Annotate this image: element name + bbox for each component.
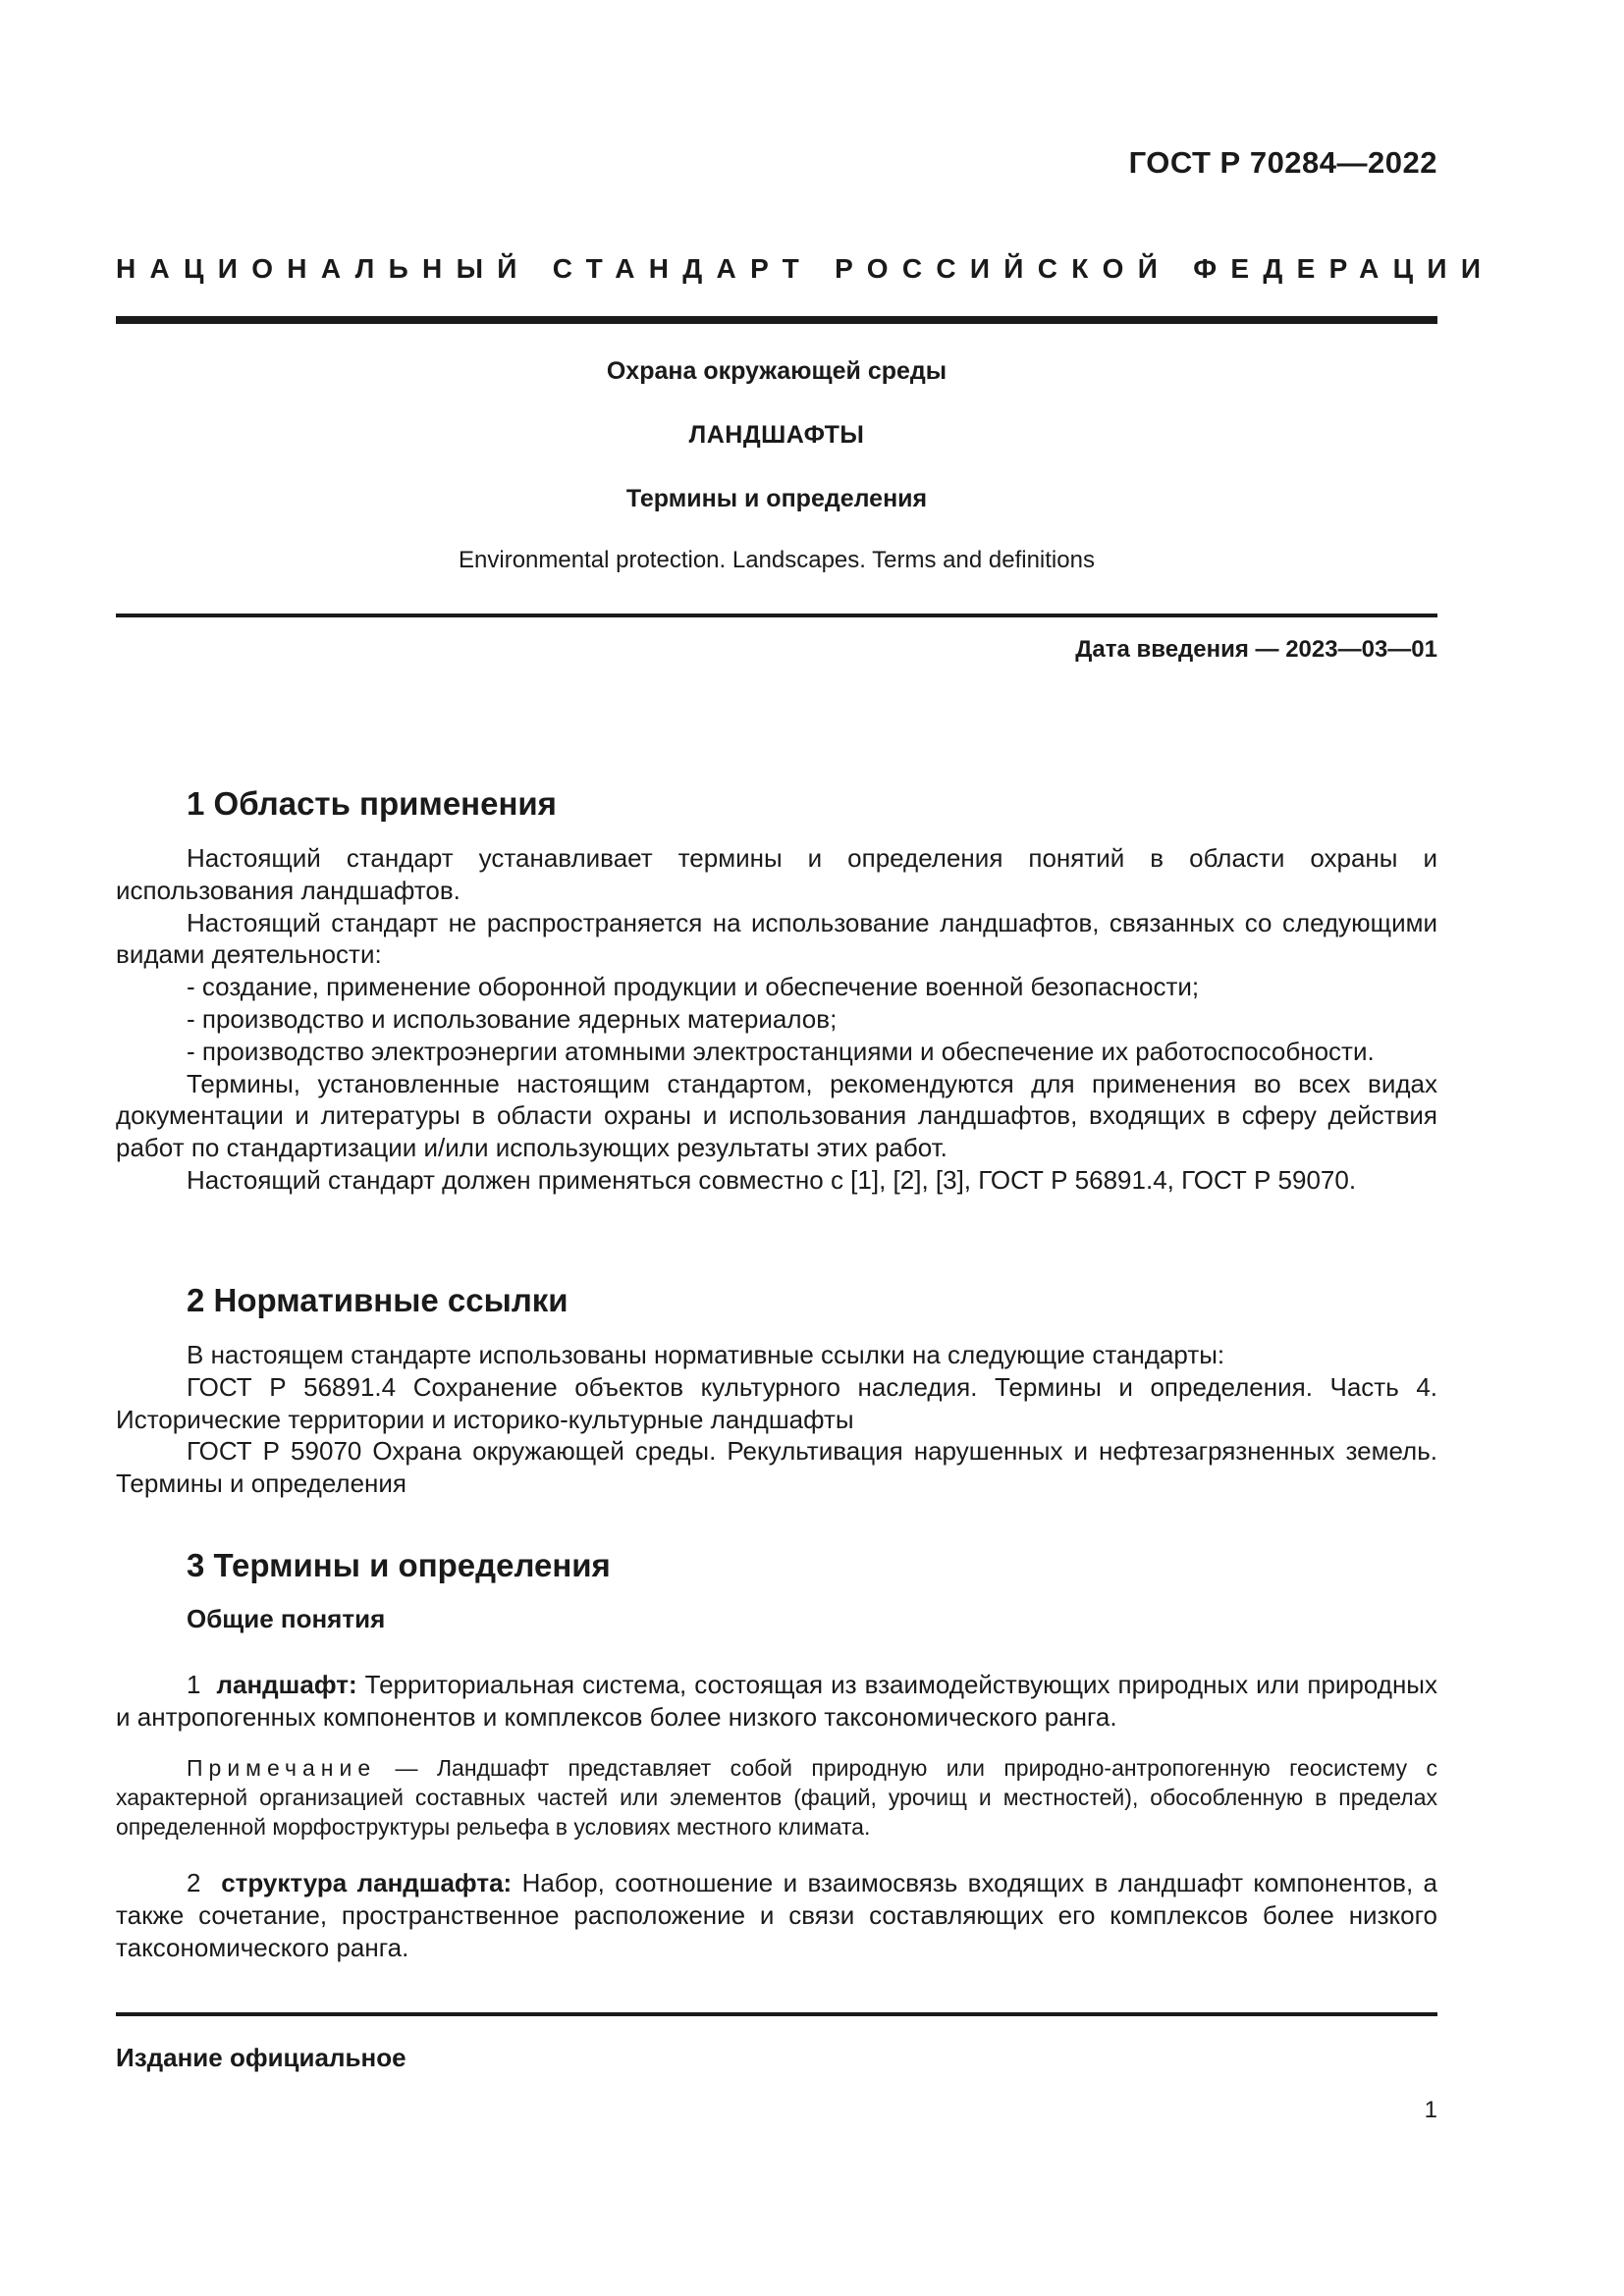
section-2-heading: 2 Нормативные ссылки <box>187 1282 568 1318</box>
section-1-heading: 1 Область применения <box>187 785 557 822</box>
note-1 <box>116 1753 1437 1842</box>
paragraph: Настоящий стандарт должен применяться совместно с [1], [2], [3], ГОСТ Р 56891.4, ГОСТ Р 59070. <box>187 1164 1357 1195</box>
edition-label: Издание официальное <box>116 2043 406 2072</box>
list-item: - производство и использование ядерных материалов; <box>187 1003 838 1034</box>
note-label: Примечание <box>187 1755 377 1781</box>
section-2-body <box>116 1339 1437 1500</box>
note-text: — Ландшафт представляет собой природную или природно-антропогенную геосистему с характерной организацией составных частей или элементов (фаций, урочищ и местностей), обособленную в пределах определенной морфоструктуры рельефа в условиях местного климата. <box>116 1755 1438 1840</box>
reference-1: ГОСТ Р 56891.4 Сохранение объектов культурного наследия. Термины и определения. Часть 4. Исторические территории и историко-культурные ландшафты <box>116 1371 1437 1434</box>
term-number: 2 <box>187 1868 201 1897</box>
term-definition: Территориальная система, состоящая из взаимодействующих природных или природных и антропогенных компонентов и комплексов более низкого таксономического ранга. <box>116 1670 1437 1732</box>
footer-rule <box>116 2012 1437 2016</box>
title-line-3: Термины и определения <box>625 485 928 512</box>
paragraph: В настоящем стандарте использованы нормативные ссылки на следующие стандарты: <box>187 1340 1225 1369</box>
title-line-2: ЛАНДШАФТЫ <box>688 421 865 449</box>
paragraph: Настоящий стандарт не распространяется на использование ландшафтов, связанных со следующими видами деятельности: <box>116 907 1437 970</box>
list-item: - создание, применение оборонной продукции и обеспечение военной безопасности; <box>187 972 1200 1002</box>
document-code: ГОСТ Р 70284—2022 <box>1128 145 1437 180</box>
list-item: - производство электроэнергии атомными электростанциями и обеспечение их работоспособности. <box>187 1036 1375 1066</box>
term-definition: Набор, соотношение и взаимосвязь входящих в ландшафт компонентов, а также сочетание, пространственное расположение и связи составляющих его комплексов более низкого таксономического ранга. <box>116 1868 1437 1962</box>
term-1 <box>116 1669 1437 1734</box>
page-number: 1 <box>1424 2097 1437 2123</box>
paragraph: Настоящий стандарт устанавливает термины и определения понятий в области охраны и использования ландшафтов. <box>116 843 1437 905</box>
reference-2: ГОСТ Р 59070 Охрана окружающей среды. Рекультивация нарушенных и нефтезагрязненных земель. Термины и определения <box>116 1436 1437 1499</box>
header-rule <box>116 316 1437 324</box>
title-rule <box>116 614 1437 617</box>
intro-date: Дата введения — 2023—03—01 <box>1075 636 1437 663</box>
section-3-subheading: Общие понятия <box>187 1604 386 1633</box>
national-standard-banner: НАЦИОНАЛЬНЫЙ СТАНДАРТ РОССИЙСКОЙ ФЕДЕРАЦИИ <box>116 253 1495 284</box>
paragraph: Термины, установленные настоящим стандартом, рекомендуются для применения во всех видах документации и литературы в области охраны и использования ландшафтов, входящих в сферу действия работ по стандартизации и/или использующих результаты этих работ. <box>116 1068 1437 1163</box>
term-2 <box>116 1867 1437 1963</box>
term-name: структура ландшафта: <box>221 1868 513 1897</box>
title-line-1: Охрана окружающей среды <box>606 357 947 385</box>
term-name: ландшафт: <box>216 1670 357 1699</box>
title-english: Environmental protection. Landscapes. Terms and definitions <box>459 547 1095 573</box>
term-number: 1 <box>187 1670 201 1699</box>
section-1-body <box>116 842 1437 1197</box>
section-3-heading: 3 Термины и определения <box>187 1547 611 1583</box>
